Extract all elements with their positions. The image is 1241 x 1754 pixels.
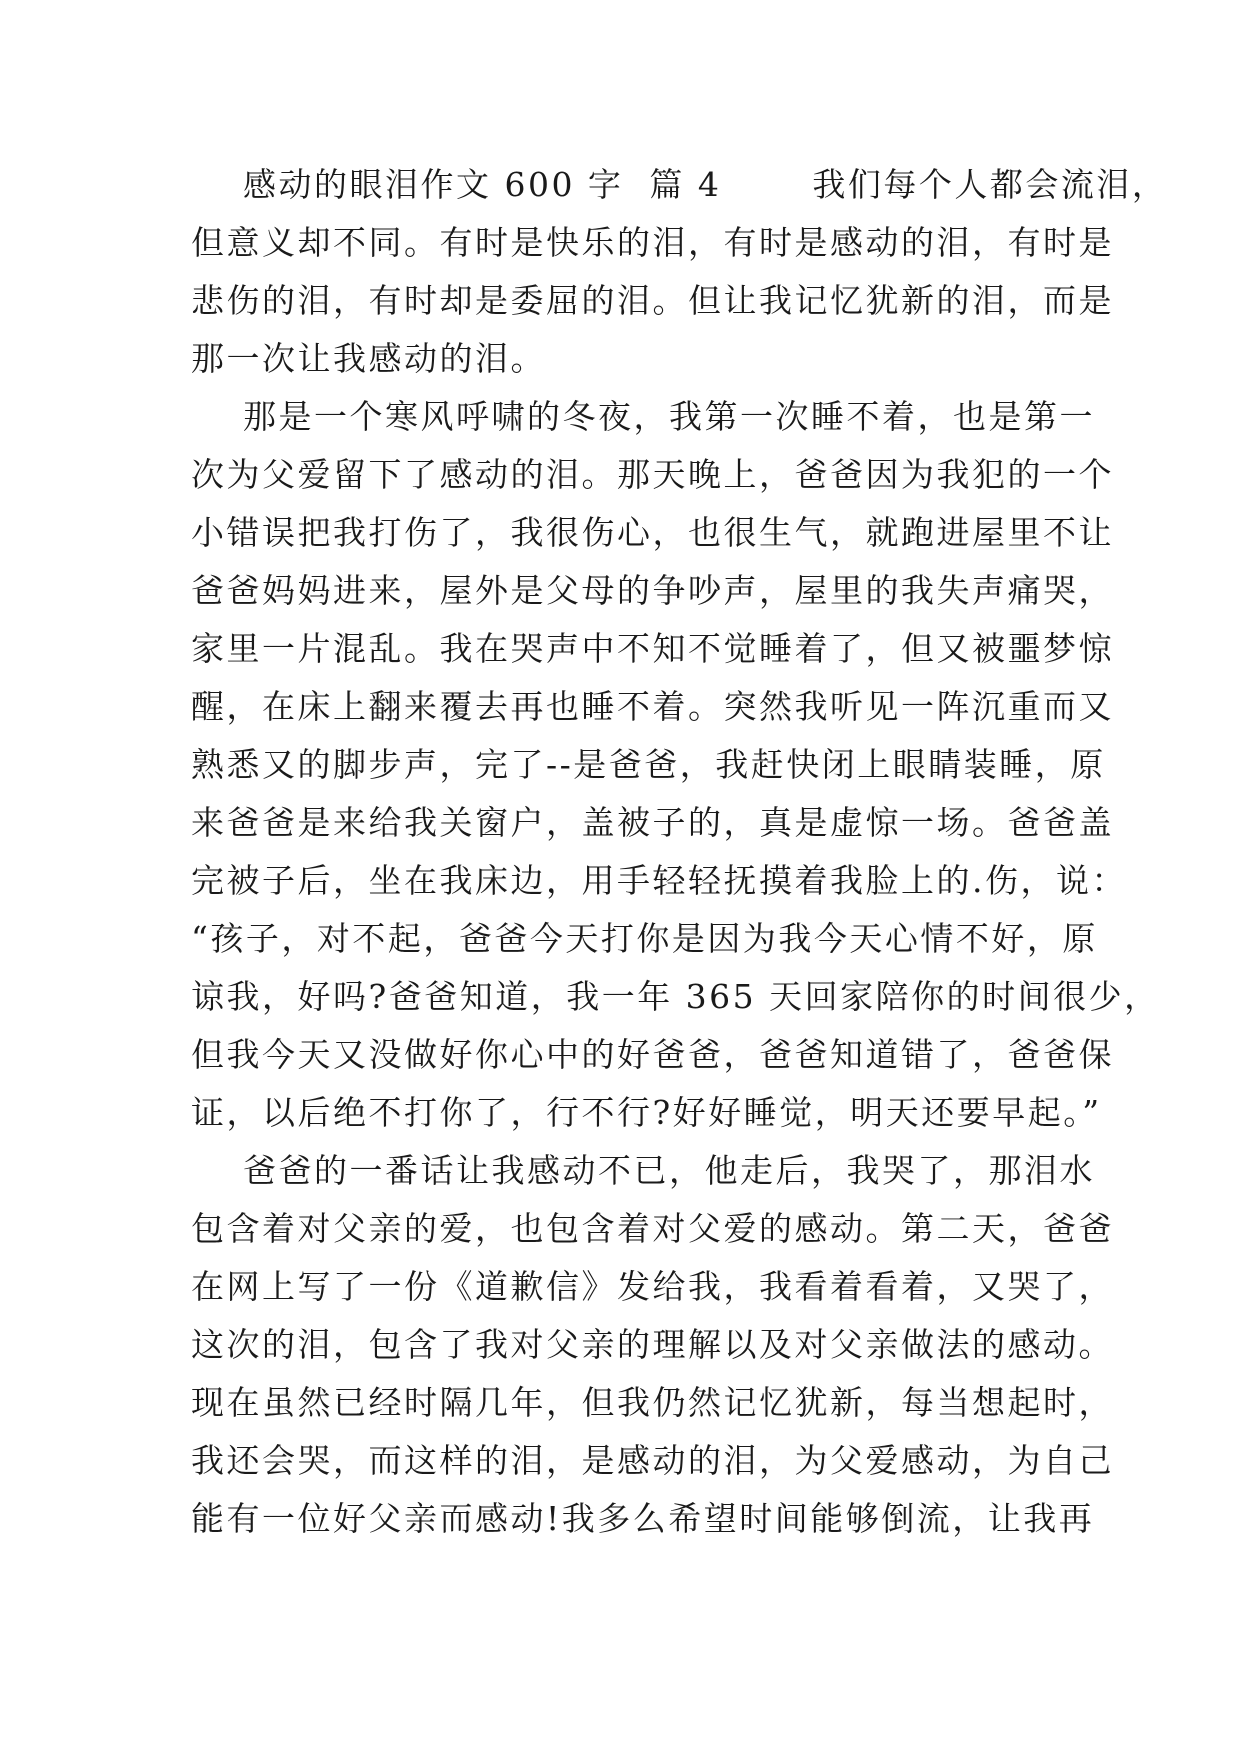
text-line: 包含着对父亲的爱，也包含着对父爱的感动。第二天，爸爸 bbox=[191, 1209, 1114, 1248]
text-line: 这次的泪，包含了我对父亲的理解以及对父亲做法的感动。 bbox=[191, 1325, 1114, 1364]
text-line: 爸爸妈妈进来，屋外是父母的争吵声，屋里的我失声痛哭， bbox=[191, 571, 1114, 610]
text-line: 爸爸的一番话让我感动不已，他走后，我哭了，那泪水 bbox=[191, 1151, 1095, 1190]
text-line: 能有一位好父亲而感动!我多么希望时间能够倒流，让我再 bbox=[191, 1499, 1095, 1538]
text-line: 次为父爱留下了感动的泪。那天晚上，爸爸因为我犯的一个 bbox=[191, 455, 1114, 494]
text-line: 悲伤的泪，有时却是委屈的泪。但让我记忆犹新的泪，而是 bbox=[191, 281, 1114, 320]
text-line: 但意义却不同。有时是快乐的泪，有时是感动的泪，有时是 bbox=[191, 223, 1114, 262]
text-line: 感动的眼泪作文 600 字 篇 4 我们每个人都会流泪， bbox=[191, 165, 1168, 204]
essay-body bbox=[191, 156, 1168, 1548]
text-line: 那一次让我感动的泪。 bbox=[191, 339, 546, 378]
text-line: 谅我，好吗?爸爸知道，我一年 365 天回家陪你的时间很少， bbox=[191, 977, 1160, 1016]
text-line: 那是一个寒风呼啸的冬夜，我第一次睡不着，也是第一 bbox=[191, 397, 1095, 436]
text-line: 来爸爸是来给我关窗户，盖被子的，真是虚惊一场。爸爸盖 bbox=[191, 803, 1114, 842]
text-line: “孩子，对不起，爸爸今天打你是因为我今天心情不好，原 bbox=[191, 919, 1098, 958]
text-line: 我还会哭，而这样的泪，是感动的泪，为父爱感动，为自己 bbox=[191, 1441, 1114, 1480]
text-line: 家里一片混乱。我在哭声中不知不觉睡着了，但又被噩梦惊 bbox=[191, 629, 1114, 668]
text-line: 但我今天又没做好你心中的好爸爸，爸爸知道错了，爸爸保 bbox=[191, 1035, 1114, 1074]
text-line: 小错误把我打伤了，我很伤心，也很生气，就跑进屋里不让 bbox=[191, 513, 1114, 552]
text-line: 醒，在床上翻来覆去再也睡不着。突然我听见一阵沉重而又 bbox=[191, 687, 1114, 726]
text-line: 现在虽然已经时隔几年，但我仍然记忆犹新，每当想起时， bbox=[191, 1383, 1114, 1422]
text-line: 在网上写了一份《道歉信》发给我，我看着看着，又哭了， bbox=[191, 1267, 1114, 1306]
text-line: 证，以后绝不打你了，行不行?好好睡觉，明天还要早起。” bbox=[191, 1093, 1102, 1132]
text-line: 熟悉又的脚步声，完了--是爸爸，我赶快闭上眼睛装睡，原 bbox=[191, 745, 1106, 784]
text-line: 完被子后，坐在我床边，用手轻轻抚摸着我脸上的.伤，说： bbox=[191, 861, 1127, 900]
